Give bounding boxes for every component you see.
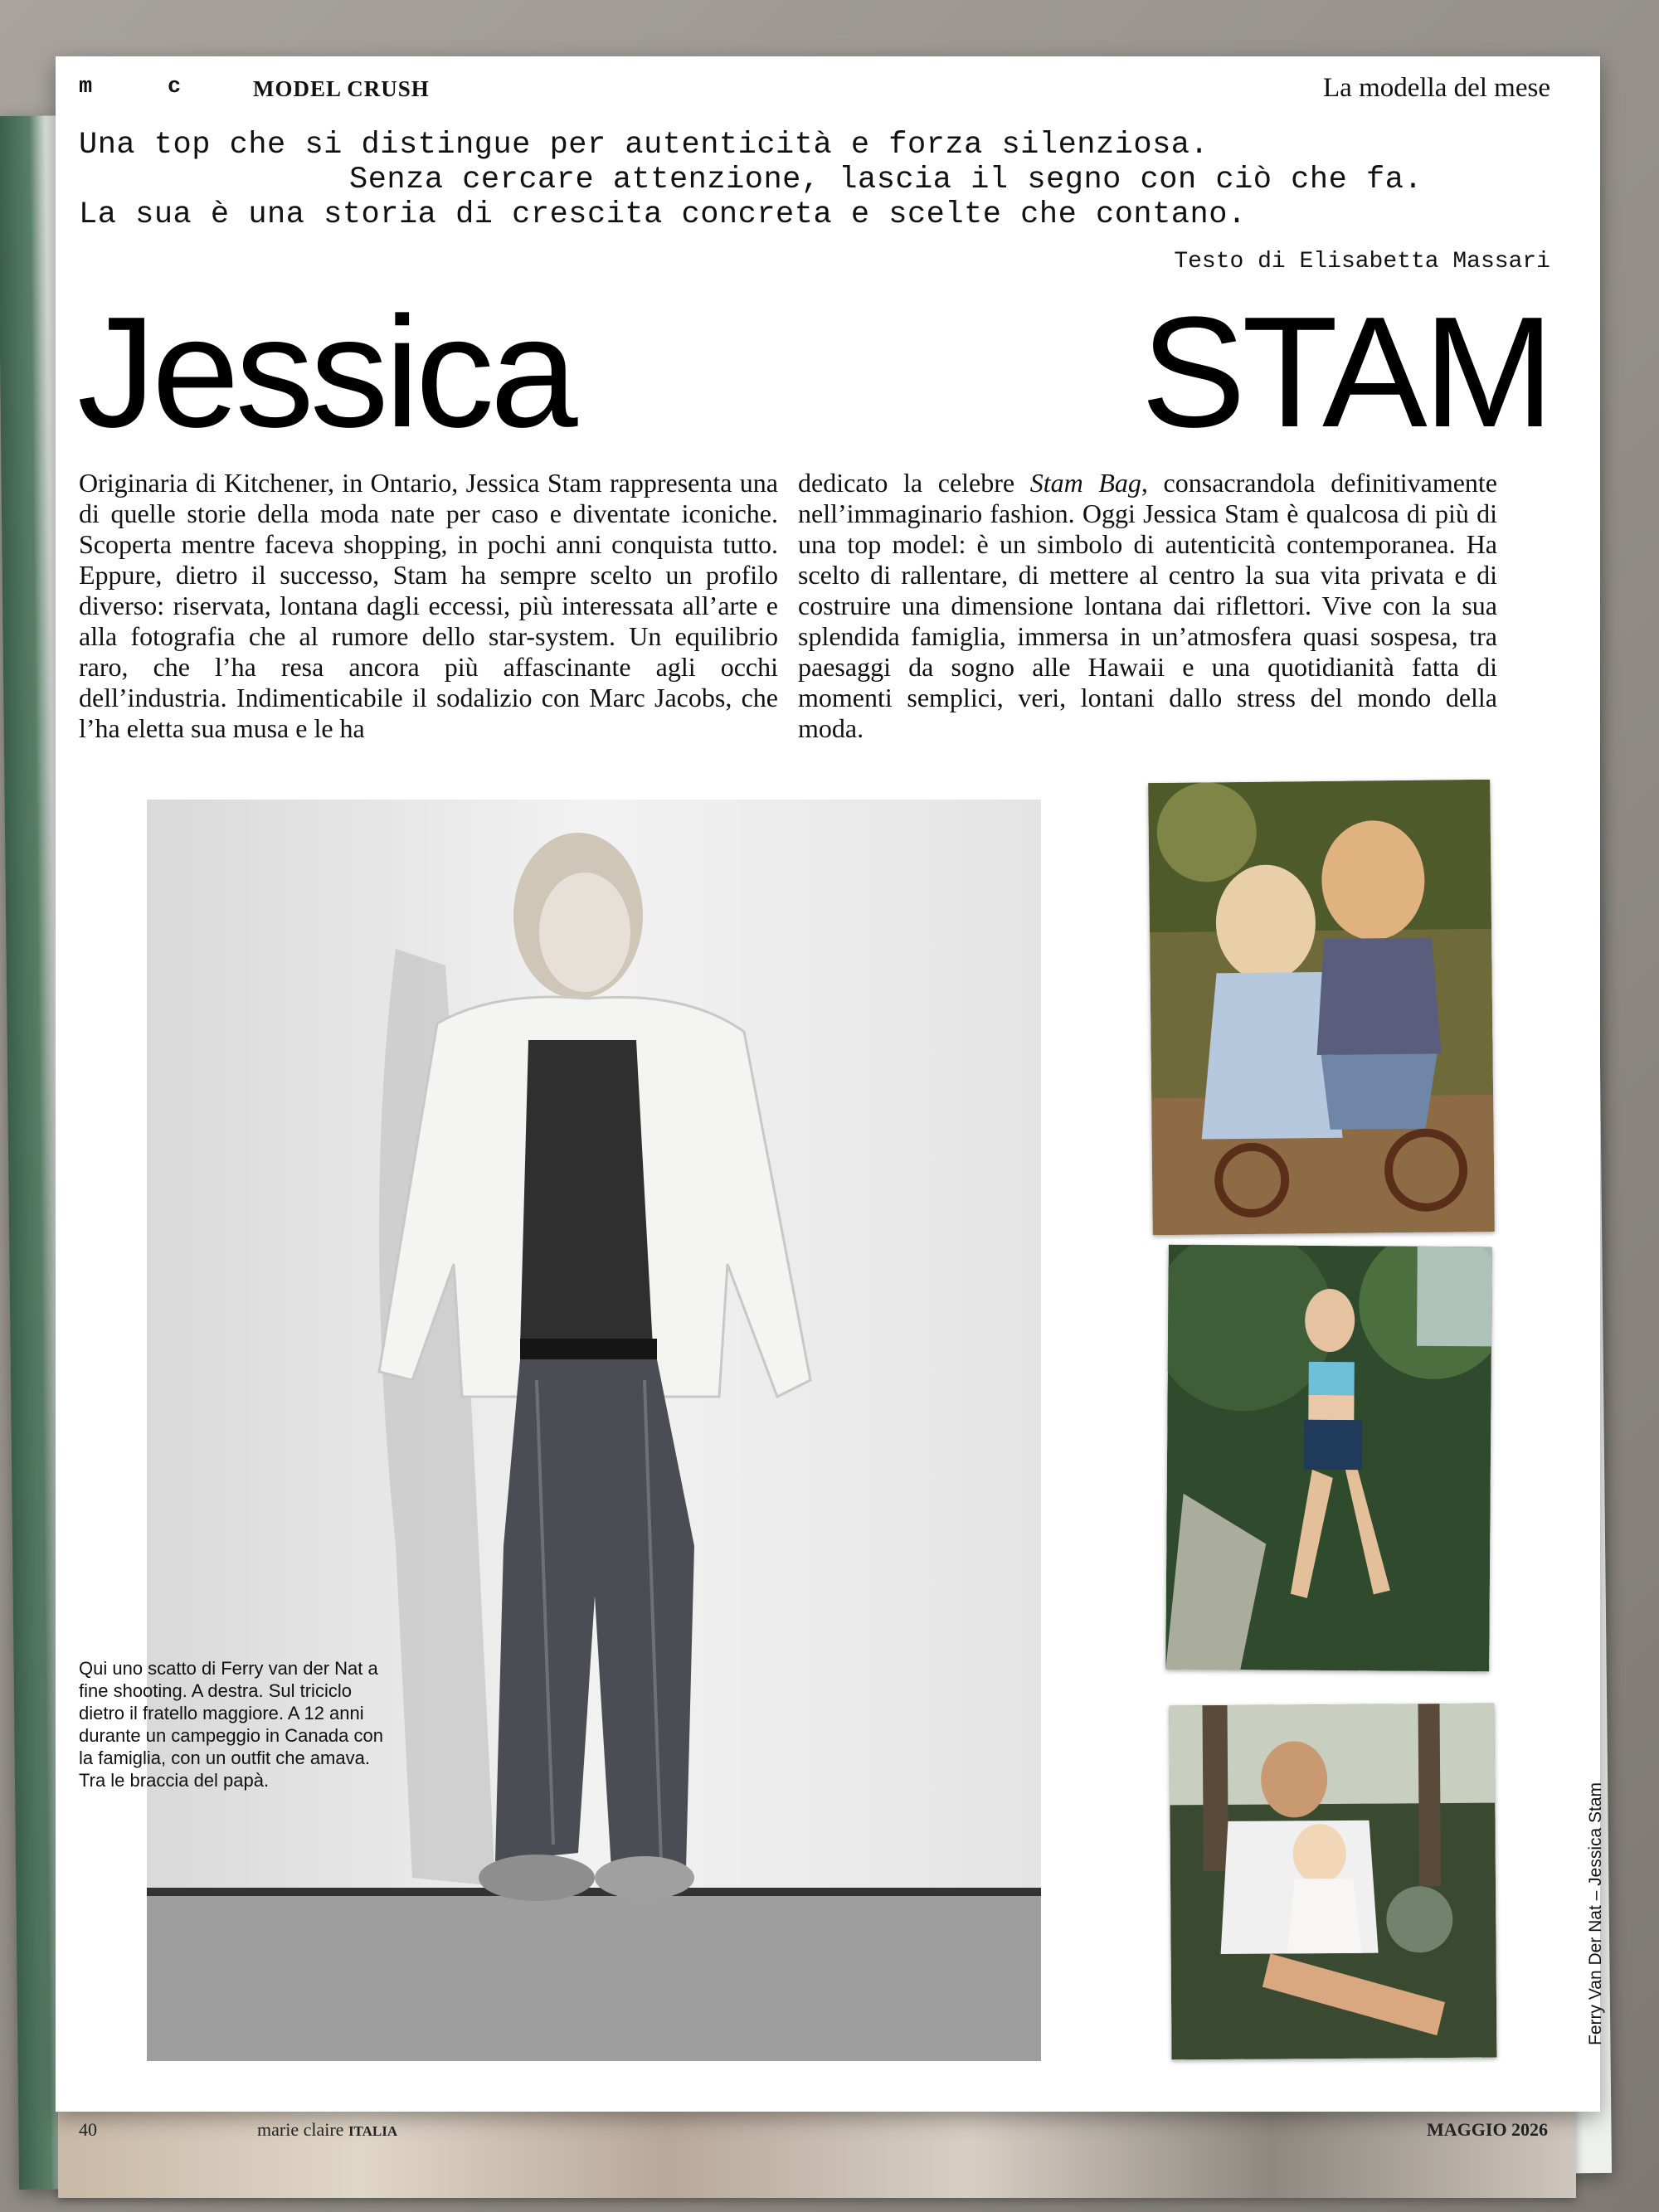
intro-line-3: La sua è una storia di crescita concreta e scelte che contano.	[79, 197, 1247, 232]
childhood-camping-photo	[1165, 1245, 1492, 1672]
body-text-part: , consacrandola definitivamente nell’immaginario fashion. Oggi Jessica Stam è qualcosa di più di una top model: è un simbolo di autenticità contemporanea. Ha scelto di rallentare, di mettere al centro la sua vita privata e di costruire una dimensione lontana dai riflettori. Vive con la sua splendida famiglia, immersa in un’atmosfera quasi sospesa, tra paesaggi da sogno alle Hawaii e una quotidianità fatta di momenti semplici, veri, lontani dallo stress del mondo della moda.	[798, 468, 1498, 743]
headline-last-name: STAM	[1141, 284, 1550, 460]
intro-line-2: Senza cercare attenzione, lascia il segno con ciò che fa.	[349, 163, 1423, 197]
magazine-name	[257, 2119, 397, 2141]
headline-first-name: Jessica	[77, 284, 574, 460]
body-text-part: dedicato la celebre	[798, 468, 1030, 498]
header-letter-c: c	[168, 75, 182, 100]
photo-credit: Ferry Van Der Nat – Jessica Stam	[1586, 1782, 1605, 2045]
section-label: MODEL CRUSH	[253, 76, 430, 101]
main-portrait-photo	[147, 800, 1041, 2061]
childhood-tricycle-photo	[1148, 780, 1495, 1235]
magazine-title: marie claire	[257, 2119, 344, 2140]
intro-line-1: Una top che si distingue per autenticità e forza silenziosa.	[79, 128, 1209, 163]
magazine-edition: ITALIA	[348, 2123, 398, 2139]
childhood-father-photo	[1170, 1704, 1497, 2060]
section-title: La modella del mese	[1323, 73, 1550, 103]
issue-date: MAGGIO 2026	[1427, 2119, 1549, 2140]
page-number: 40	[79, 2119, 97, 2140]
header-letter-m: m	[79, 75, 94, 100]
byline: Testo di Elisabetta Massari	[1174, 249, 1550, 275]
body-column-2-text	[798, 468, 1497, 744]
photo-caption: Qui uno scatto di Ferry van der Nat a fine shooting. A destra. Sul triciclo dietro il fratello maggiore. A 12 anni durante un campeggio in Canada con la famiglia, con un outfit che amava. Tra le braccia del papà.	[79, 1658, 383, 1791]
body-column-2	[798, 468, 1497, 744]
body-column-1-text: Originaria di Kitchener, in Ontario, Jessica Stam rappresenta una di quelle storie della moda nate per caso e diventate iconiche. Scoperta mentre faceva shopping, in pochi anni conquista tutto. Eppure, dietro il successo, Stam ha sempre scelto un profilo diverso: riservata, lontana dagli eccessi, più interessata all’arte e alla fotografia che al rumore dello star-system. Un equilibrio raro, che l’ha resa ancora più affascinante agli occhi dell’industria. Indimenticabile il sodalizio con Marc Jacobs, che l’ha eletta sua musa e le ha	[79, 468, 778, 743]
stam-bag-italic: Stam Bag	[1029, 468, 1141, 498]
magazine-page	[56, 56, 1605, 2112]
body-column-1	[79, 468, 778, 744]
